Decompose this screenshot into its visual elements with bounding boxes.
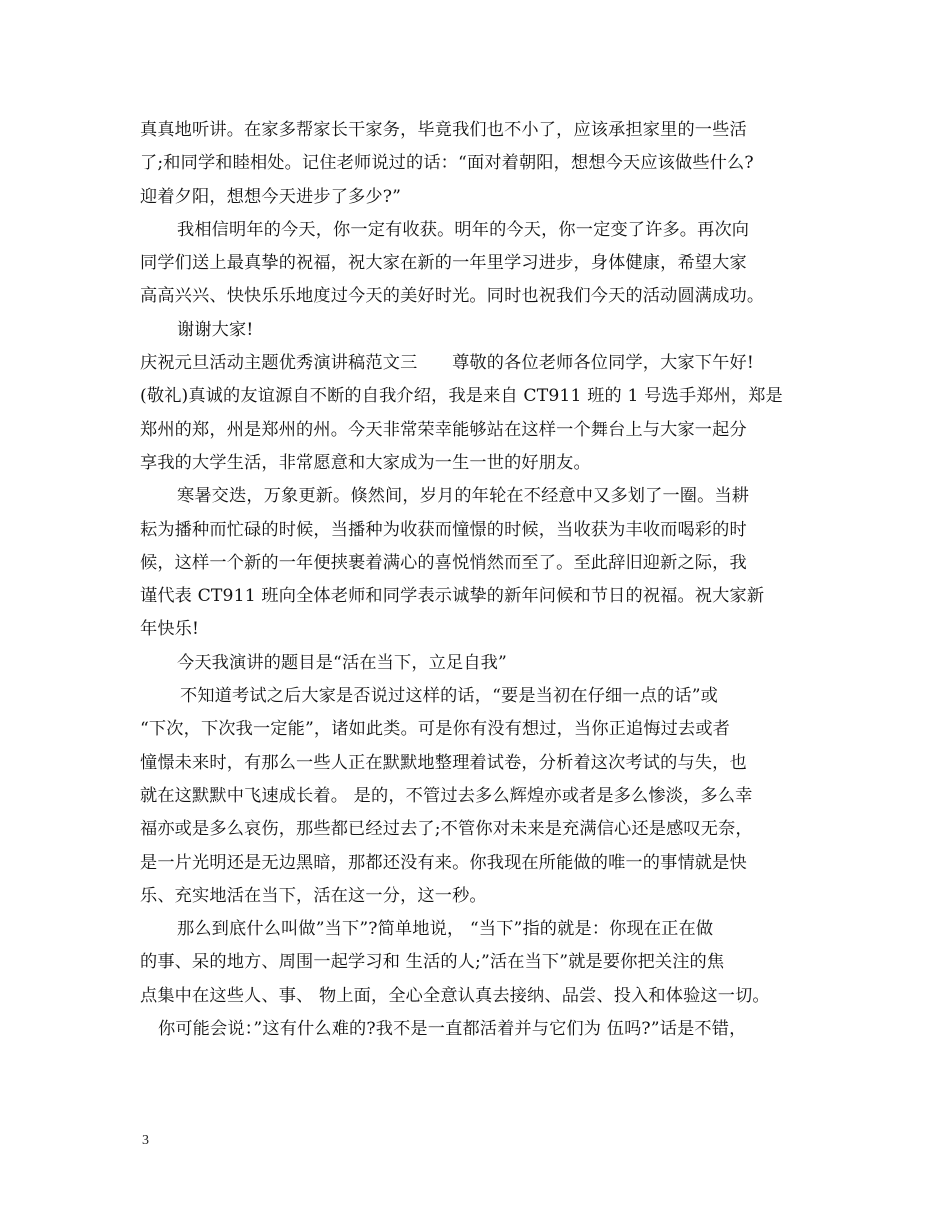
text-line: 候，这样一个新的一年便挟裹着满心的喜悦悄然而至了。至此辞旧迎新之际，我 [140,552,747,573]
text-line: 真真地听讲。在家多帮家长干家务，毕竟我们也不小了，应该承担家里的一些活 [140,120,747,140]
text-line: 我相信明年的今天，你一定有收获。明年的今天，你一定变了许多。再次向 [177,219,750,240]
text-line: 迎着夕阳，想想今天进步了多少?” [140,186,402,207]
text-line: 寒暑交迭，万象更新。倏然间，岁月的年轮在不经意中又多划了一圈。当耕 [177,486,750,507]
text-line: 就在这默默中飞速成长着。 是的，不管过去多么辉煌亦或者是多么惨淡，多么幸 [140,785,753,806]
text-line: 是一片光明还是无边黑暗，那都还没有来。你我现在所能做的唯一的事情就是快 [140,852,747,873]
text-line: 耘为播种而忙碌的时候，当播种为收获而憧憬的时候，当收获为丰收而喝彩的时 [140,519,747,540]
text-line: 福亦或是多么哀伤，那些都已经过去了;不管你对未来是充满信心还是感叹无奈， [140,819,753,840]
text-line: 了;和同学和睦相处。记住老师说过的话：“面对着朝阳，想想今天应该做些什么? [140,153,754,174]
section-heading: 庆祝元旦活动主题优秀演讲稿范文三 尊敬的各位老师各位同学，大家下午好! [140,353,754,374]
text-line: 同学们送上最真挚的祝福，祝大家在新的一年里学习进步，身体健康，希望大家 [140,253,747,274]
text-line: 憧憬未来时，有那么一些人正在默默地整理着试卷，分析着这次考试的与失，也 [140,752,747,773]
text-line: 郑州的郑，州是郑州的州。今天非常荣幸能够站在这样一个舞台上与大家一起分 [140,419,747,440]
text-line: 乐、充实地活在当下，活在这一分，这一秒。 [140,885,487,906]
text-line: 那么到底什么叫做”当下”?简单地说， “当下”指的就是：你现在正在做 [177,919,714,940]
speech-title: 今天我演讲的题目是“活在当下，立足自我” [177,652,507,673]
text-line: “下次，下次我一定能”，诸如此类。可是你有没有想过，当你正追悔过去或者 [140,719,731,740]
text-line: (敬礼)真诚的友谊源自不断的自我介绍，我是来自 CT911 班的 1 号选手郑州，郑是 [140,386,783,407]
text-line: 年快乐! [140,619,200,640]
text-line: 谢谢大家! [177,319,254,340]
text-line: 高高兴兴、快快乐乐地度过今天的美好时光。同时也祝我们今天的活动圆满成功。 [140,286,765,307]
text-line: 不知道考试之后大家是否说过这样的话，“要是当初在仔细一点的话”或 [180,686,719,707]
text-line: 的事、呆的地方、周围一起学习和 生活的人;”活在当下”就是要你把关注的焦 [140,952,725,973]
text-line: 点集中在这些人、事、 物上面，全心全意认真去接纳、品尝、投入和体验这一切。 [140,985,770,1006]
text-line: 谨代表 CT911 班向全体老师和同学表示诚挚的新年问候和节日的祝福。祝大家新 [140,586,765,607]
text-line: 你可能会说：”这有什么难的?我不是一直都活着并与它们为 伍吗?”话是不错， [158,1019,747,1040]
body-text [140,114,830,1046]
page-number: 3 [142,1133,149,1148]
text-line: 享我的大学生活，非常愿意和大家成为一生一世的好朋友。 [140,452,591,473]
